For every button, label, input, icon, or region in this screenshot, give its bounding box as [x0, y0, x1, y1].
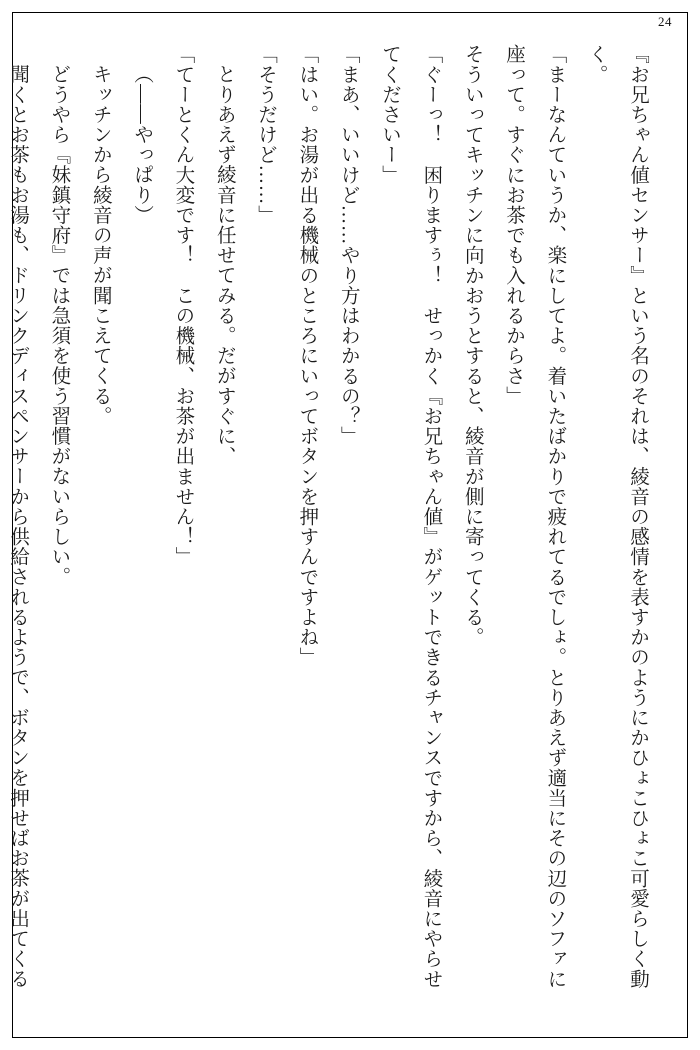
novel-text-body	[7, 44, 658, 1004]
paragraph: 「ぐーっ！ 困りますぅ！ せっかく『お兄ちゃん値』がゲットできるチャンスですから、綾音にやらせてくださいー」	[379, 44, 442, 989]
paragraph: とりあえず綾音に任せてみる。だがすぐに、	[213, 63, 235, 466]
paragraph: （――やっぱり）	[131, 63, 153, 225]
paragraph: そういってキッチンに向かおうとすると、綾音が側に寄ってくる。	[461, 44, 483, 647]
paragraph: 『お兄ちゃん値センサー』という名のそれは、綾音の感情を表すかのようにかひょこひょこ可愛らしく動く。	[585, 44, 648, 989]
paragraph: どうやら『妹鎮守府』では急須を使う習慣がないらしい。	[48, 63, 70, 587]
paragraph: 「そうだけど……」	[255, 44, 277, 225]
paragraph: 「まーなんていうか、楽にしてよ。着いたばかりで疲れてるでしょ。とりあえず適当にその辺のソファに座って。すぐにお茶でも入れるからさ」	[503, 44, 566, 989]
page-number: 24	[658, 14, 672, 29]
paragraph: キッチンから綾音の声が聞こえてくる。	[89, 63, 111, 426]
paragraph: 「てーとくん大変です！ この機械、お茶が出ません！」	[172, 44, 194, 567]
paragraph: 「まあ、いいけど……やり方はわかるの？」	[337, 44, 359, 446]
paragraph: 「はい。お湯が出る機械のところにいってボタンを押すんですよね」	[296, 44, 318, 668]
paragraph: 聞くとお茶もお湯も、ドリンクディスペンサーから供給されるようで、ボタンを押せばお茶が出てくる	[7, 63, 29, 989]
